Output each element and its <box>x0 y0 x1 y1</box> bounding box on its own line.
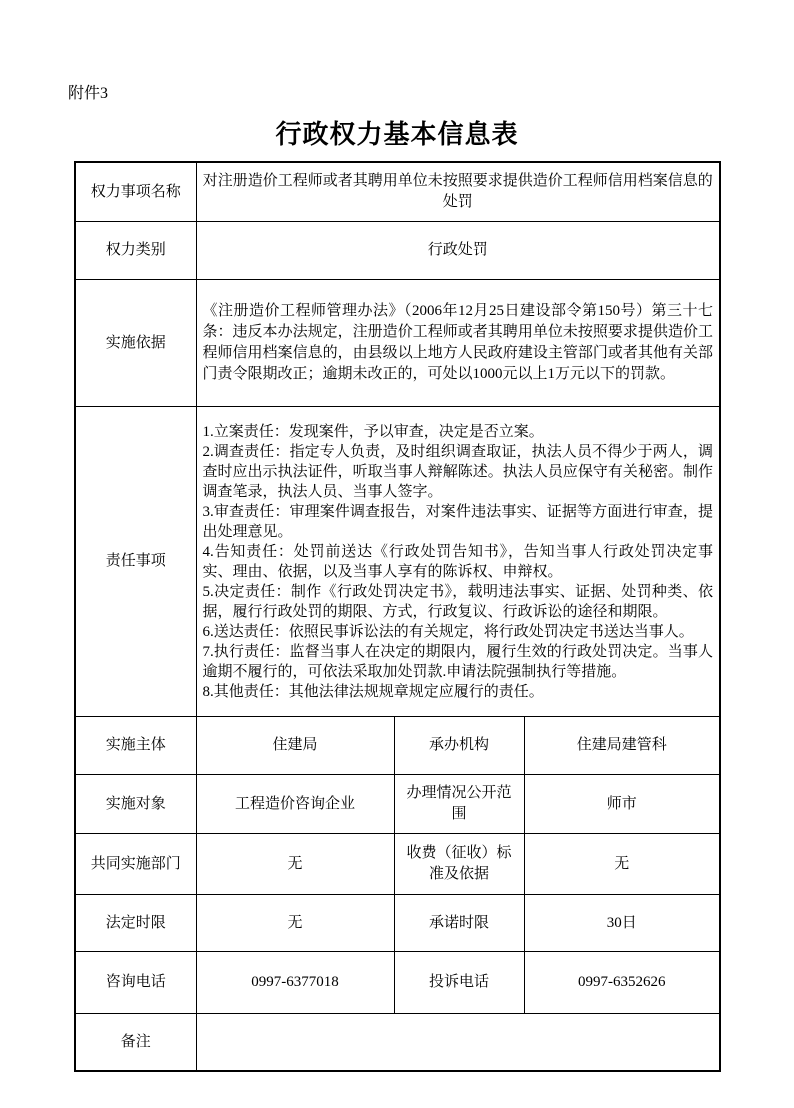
disclosure-scope-value: 师市 <box>524 775 720 834</box>
undertaking-agency-label: 承办机构 <box>394 717 524 775</box>
power-category-value: 行政处罚 <box>196 222 720 280</box>
table-row <box>75 834 720 895</box>
table-row <box>75 1014 720 1072</box>
remarks-value <box>196 1014 720 1072</box>
undertaking-agency-value: 住建局建管科 <box>524 717 720 775</box>
table-row <box>75 407 720 717</box>
implementation-target-value: 工程造价咨询企业 <box>196 775 394 834</box>
duty-item: 1.立案责任：发现案件，予以审查，决定是否立案。 <box>202 423 544 440</box>
duty-item: 5.决定责任：制作《行政处罚决定书》，载明违法事实、证据、处罚种类、依据，履行行政处罚的期限、方式，行政复议、行政诉讼的途径和期限。 <box>202 583 714 620</box>
power-item-name-value: 对注册造价工程师或者其聘用单位未按照要求提供造价工程师信用档案信息的处罚 <box>196 162 720 222</box>
complaint-phone-label: 投诉电话 <box>394 952 524 1014</box>
duty-item: 2.调查责任：指定专人负责，及时组织调查取证，执法人员不得少于两人，调查时应出示执法证件，听取当事人辩解陈述。执法人员应保守有关秘密。制作调查笔录，执法人员、当事人签字。 <box>202 443 714 500</box>
table-row <box>75 775 720 834</box>
disclosure-scope-label: 办理情况公开范围 <box>394 775 524 834</box>
table-row <box>75 895 720 952</box>
duty-items-label: 责任事项 <box>75 407 196 717</box>
fee-standard-label: 收费（征收）标准及依据 <box>394 834 524 895</box>
duty-item: 8.其他责任：其他法律法规规章规定应履行的责任。 <box>202 683 544 700</box>
table-row <box>75 280 720 407</box>
implementation-basis-label: 实施依据 <box>75 280 196 407</box>
power-category-label: 权力类别 <box>75 222 196 280</box>
joint-departments-label: 共同实施部门 <box>75 834 196 895</box>
implementation-basis-value: 《注册造价工程师管理办法》（2006年12月25日建设部令第150号）第三十七条：违反本办法规定，注册造价工程师或者其聘用单位未按照要求提供造价工程师信用档案信息的，由县级以上地方人民政府建设主管部门或者其他有关部门责令限期改正；逾期未改正的，可处以1000元以上1万元以下的罚款。 <box>196 280 720 407</box>
duty-item: 4.告知责任：处罚前送达《行政处罚告知书》，告知当事人行政处罚决定事实、理由、依据，以及当事人享有的陈诉权、申辩权。 <box>202 543 714 580</box>
duty-items-value <box>196 407 720 717</box>
table-row <box>75 222 720 280</box>
implementation-target-label: 实施对象 <box>75 775 196 834</box>
joint-departments-value: 无 <box>196 834 394 895</box>
promised-time-limit-value: 30日 <box>524 895 720 952</box>
table-row <box>75 162 720 222</box>
page-title: 行政权力基本信息表 <box>275 120 519 149</box>
consultation-phone-value: 0997-6377018 <box>196 952 394 1014</box>
duty-item: 7.执行责任：监督当事人在决定的期限内，履行生效的行政处罚决定。当事人逾期不履行的，可依法采取加处罚款.申请法院强制执行等措施。 <box>202 643 714 680</box>
complaint-phone-value: 0997-6352626 <box>524 952 720 1014</box>
remarks-label: 备注 <box>75 1014 196 1072</box>
fee-standard-value: 无 <box>524 834 720 895</box>
table-row <box>75 717 720 775</box>
duty-item: 6.送达责任：依照民事诉讼法的有关规定，将行政处罚决定书送达当事人。 <box>202 623 694 640</box>
consultation-phone-label: 咨询电话 <box>75 952 196 1014</box>
power-item-name-label: 权力事项名称 <box>75 162 196 222</box>
table-row <box>75 952 720 1014</box>
implementing-body-value: 住建局 <box>196 717 394 775</box>
duty-item: 3.审查责任：审理案件调查报告，对案件违法事实、证据等方面进行审查，提出处理意见。 <box>202 503 714 540</box>
implementing-body-label: 实施主体 <box>75 717 196 775</box>
statutory-time-limit-label: 法定时限 <box>75 895 196 952</box>
attachment-label: 附件3 <box>68 85 109 102</box>
promised-time-limit-label: 承诺时限 <box>394 895 524 952</box>
info-table <box>74 161 721 1072</box>
statutory-time-limit-value: 无 <box>196 895 394 952</box>
